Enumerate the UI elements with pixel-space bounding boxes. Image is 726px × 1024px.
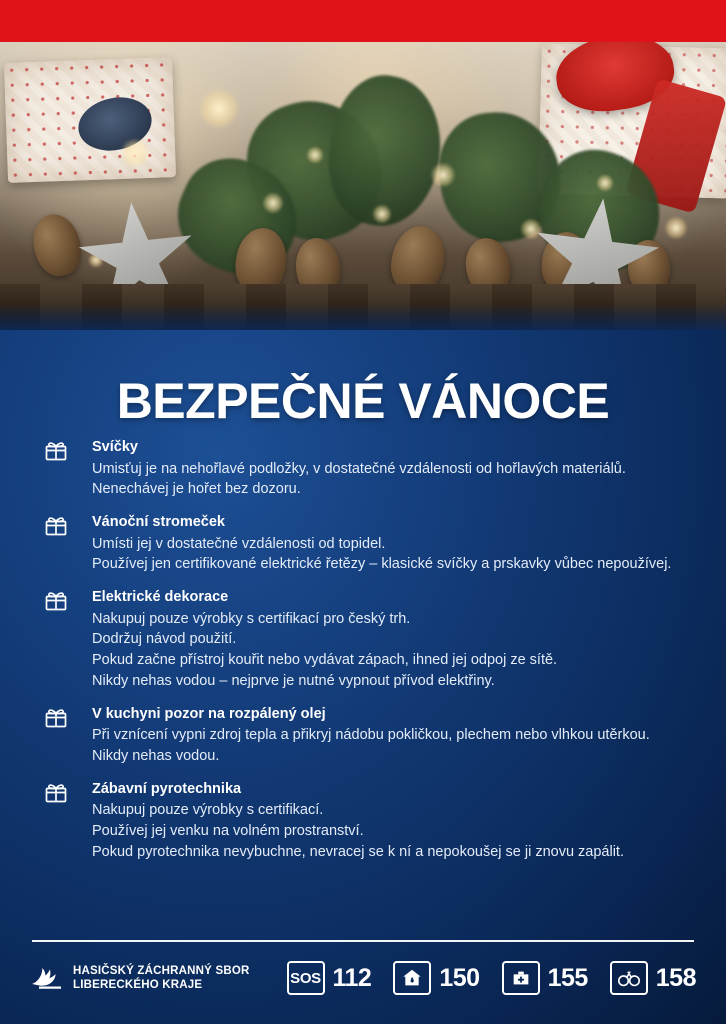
emergency-item-112 <box>287 961 372 995</box>
list-item-line: Nikdy nehas vodou – nejprve je nutné vypnout přívod elektřiny. <box>92 672 495 689</box>
fairy-light-image <box>430 162 456 188</box>
footer-divider <box>32 940 694 942</box>
brand-line-1: HASIČSKÝ ZÁCHRANNÝ SBOR <box>73 964 250 977</box>
sos-icon: SOS <box>287 961 325 995</box>
fairy-light-image <box>306 146 324 164</box>
list-item-line: Nakupuj pouze výrobky s certifikací. <box>92 802 324 819</box>
list-item-line: Používej jej venku na volném prostranství. <box>92 822 364 839</box>
fairy-light-image <box>596 174 614 192</box>
fairy-light-image <box>262 192 284 214</box>
fire-helmet-icon <box>30 964 64 992</box>
list-item-line: Pokud začne přístroj kouřit nebo vydávat zápach, ihned jej odpoj ze sítě. <box>92 652 558 669</box>
list-item-line: Nakupuj pouze výrobky s certifikací pro český trh. <box>92 610 411 627</box>
gift-icon <box>44 706 68 728</box>
medical-case-icon <box>502 961 540 995</box>
fairy-light-image <box>120 138 150 168</box>
emergency-number: 150 <box>439 963 480 992</box>
list-item <box>40 513 690 575</box>
gift-icon <box>44 781 68 803</box>
header-photo <box>0 42 726 330</box>
content-area <box>0 330 726 1024</box>
list-item-line: Používej jen certifikované elektrické řetězy – klasické svíčky a prskavky vůbec nepoužívej. <box>92 556 672 573</box>
police-handcuffs-icon <box>610 961 648 995</box>
emergency-item-158 <box>610 961 696 995</box>
fairy-light-image <box>198 88 240 130</box>
list-item-line: Umísti jej v dostatečné vzdálenosti od topidel. <box>92 535 386 552</box>
emergency-numbers <box>287 961 697 995</box>
emergency-number: 158 <box>655 963 696 992</box>
footer <box>0 950 726 1006</box>
fairy-light-image <box>520 218 542 240</box>
list-item-heading: Zábavní pyrotechnika <box>92 780 242 797</box>
list-item-line: Dodržuj návod použití. <box>92 631 237 648</box>
list-item <box>40 438 690 500</box>
list-item-heading: Vánoční stromeček <box>92 514 225 531</box>
brand-line-2: LIBERECKÉHO KRAJE <box>73 979 203 991</box>
brand <box>30 964 249 993</box>
list-item-heading: Elektrické dekorace <box>92 589 229 606</box>
emergency-item-155 <box>502 961 588 995</box>
list-item-line: Pokud pyrotechnika nevybuchne, nevracej se k ní a nepokoušej se ji znovu zapálit. <box>92 843 624 860</box>
top-red-band <box>0 0 726 42</box>
fire-house-icon <box>393 961 431 995</box>
list-item-line: Při vznícení vypni zdroj tepla a přikryj nádobu pokličkou, plechem nebo vlhkou utěrkou. <box>92 727 650 744</box>
page-title: BEZPEČNÉ VÁNOCE <box>116 373 610 429</box>
fairy-light-image <box>372 204 392 224</box>
gift-icon <box>44 439 68 461</box>
emergency-number: 112 <box>332 963 372 992</box>
gift-icon <box>44 514 68 536</box>
emergency-item-150 <box>393 961 479 995</box>
safety-tips-list <box>40 438 690 875</box>
emergency-number: 155 <box>547 963 588 992</box>
fairy-light-image <box>664 216 688 240</box>
gift-icon <box>44 589 68 611</box>
list-item <box>40 705 690 767</box>
list-item-heading: V kuchyni pozor na rozpálený olej <box>92 705 326 722</box>
list-item <box>40 780 690 863</box>
list-item-heading: Svíčky <box>92 439 138 455</box>
photo-fade-overlay <box>0 304 726 330</box>
brand-text <box>73 964 249 993</box>
list-item-line: Umisťuj je na nehořlavé podložky, v dostatečné vzdálenosti od hořlavých materiálů. <box>92 460 626 477</box>
list-item-line: Nenechávej je hořet bez dozoru. <box>92 481 301 498</box>
list-item <box>40 588 690 692</box>
list-item-line: Nikdy nehas vodou. <box>92 747 220 764</box>
